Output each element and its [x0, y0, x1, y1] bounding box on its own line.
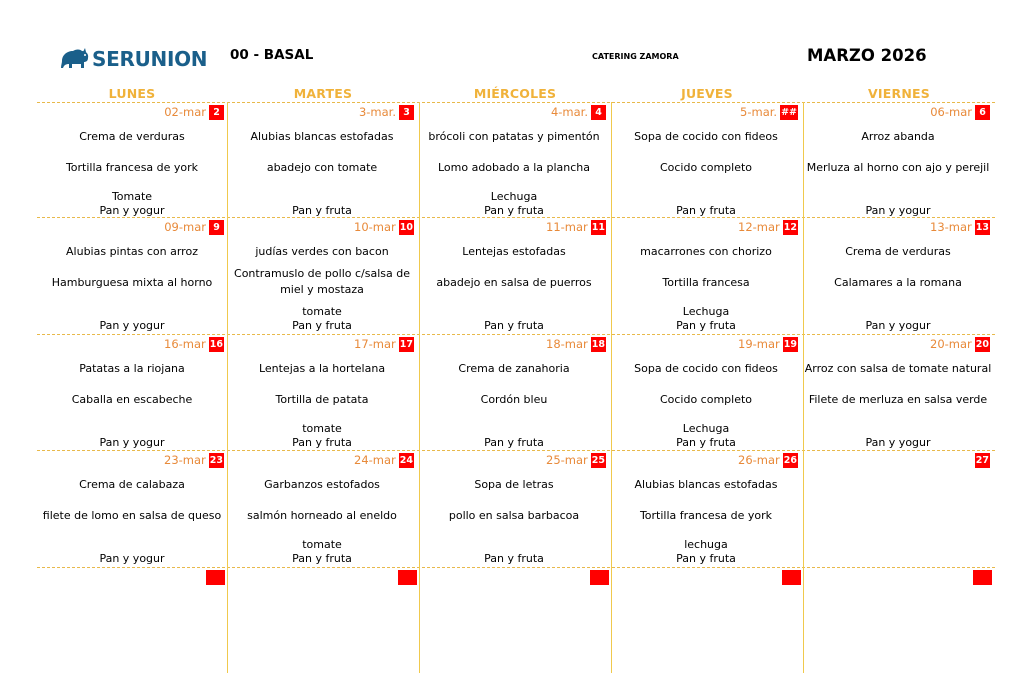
menu-day-cell	[611, 335, 801, 449]
day-number-badge: 9	[209, 220, 224, 235]
menu-day-cell	[227, 103, 417, 217]
first-course: judías verdes con bacon	[255, 245, 389, 258]
menu-day-cell	[227, 218, 417, 332]
date-label: 25-mar	[546, 453, 588, 467]
empty-date-marker	[206, 570, 225, 585]
second-course: Tortilla francesa de york	[65, 161, 199, 174]
side-dish: lechuga	[684, 538, 728, 551]
day-number-badge: 23	[209, 454, 223, 466]
menu-day-cell	[419, 335, 609, 449]
month-title: MARZO 2026	[807, 46, 927, 65]
second-course: Tortilla francesa	[662, 276, 750, 289]
second-course: Hamburguesa mixta al horno	[51, 276, 213, 289]
menu-day-cell	[419, 103, 609, 217]
date-row	[738, 220, 798, 234]
second-course: Tortilla francesa de york	[639, 509, 773, 522]
second-course: Lomo adobado a la plancha	[437, 161, 591, 174]
first-course: Alubias pintas con arroz	[66, 245, 198, 258]
menu-day-cell	[37, 218, 227, 332]
date-row	[740, 105, 798, 119]
serunion-logo	[60, 44, 207, 74]
day-header-miercoles: MIÉRCOLES	[473, 86, 557, 101]
side-dish: Lechuga	[490, 190, 538, 203]
dessert: Pan y fruta	[292, 436, 352, 449]
dessert: Pan y fruta	[484, 319, 544, 332]
first-course: Crema de calabaza	[79, 478, 185, 491]
catering-name: CATERING ZAMORA	[592, 52, 679, 61]
day-number-badge: 3	[399, 105, 414, 120]
date-row	[738, 337, 798, 351]
dessert: Pan y fruta	[484, 204, 544, 217]
menu-day-cell	[803, 103, 993, 217]
empty-date-marker	[398, 570, 417, 585]
day-number-badge: 2	[209, 105, 224, 120]
day-number-badge: 13	[975, 221, 989, 233]
date-label: 5-mar.	[740, 105, 778, 119]
second-course: Filete de merluza en salsa verde	[808, 393, 988, 406]
dessert: Pan y yogur	[99, 204, 165, 217]
date-row	[930, 337, 990, 351]
first-course: Crema de zanahoria	[458, 362, 570, 375]
day-number-badge: 20	[975, 338, 989, 350]
second-course: Merluza al horno con ajo y perejil	[806, 161, 990, 174]
date-label: 3-mar.	[358, 105, 396, 119]
row-divider	[37, 567, 995, 568]
date-label: 10-mar	[354, 220, 396, 234]
menu-calendar	[37, 86, 995, 673]
date-row	[930, 105, 990, 119]
second-course: Calamares a la romana	[834, 276, 962, 289]
dessert: Pan y yogur	[865, 319, 931, 332]
dessert: Pan y fruta	[484, 436, 544, 449]
date-label: 16-mar	[164, 337, 206, 351]
second-course: abadejo en salsa de puerros	[436, 276, 592, 289]
date-row	[930, 220, 990, 234]
dessert: Pan y fruta	[292, 204, 352, 217]
date-row	[546, 337, 606, 351]
first-course: Alubias blancas estofadas	[250, 130, 394, 143]
day-number-badge: 6	[975, 105, 990, 120]
date-label: 17-mar	[354, 337, 396, 351]
second-course: filete de lomo en salsa de queso	[42, 509, 222, 522]
date-label: 11-mar	[546, 220, 588, 234]
second-course: pollo en salsa barbacoa	[448, 509, 580, 522]
side-dish: tomate	[302, 305, 342, 318]
first-course: Alubias blancas estofadas	[634, 478, 778, 491]
first-course: Sopa de cocido con fideos	[634, 130, 778, 143]
dessert: Pan y fruta	[676, 204, 736, 217]
day-number-badge: 27	[975, 454, 989, 466]
date-row	[354, 453, 414, 467]
date-row	[354, 337, 414, 351]
day-number-badge: 11	[591, 221, 605, 233]
second-course: Cordón bleu	[480, 393, 548, 406]
dessert: Pan y fruta	[292, 319, 352, 332]
dessert: Pan y fruta	[676, 319, 736, 332]
menu-day-cell	[419, 451, 609, 565]
menu-day-cell	[611, 218, 801, 332]
day-number-badge: 24	[399, 454, 413, 466]
first-course: Sopa de cocido con fideos	[634, 362, 778, 375]
first-course: Lentejas estofadas	[462, 245, 566, 258]
first-course: Lentejas a la hortelana	[258, 362, 386, 375]
first-course: Patatas a la riojana	[79, 362, 185, 375]
first-course: Arroz abanda	[861, 130, 935, 143]
second-course: Caballa en escabeche	[71, 393, 193, 406]
empty-date-marker	[973, 570, 992, 585]
date-label: 06-mar	[930, 105, 972, 119]
dessert: Pan y fruta	[484, 552, 544, 565]
date-label: 13-mar	[930, 220, 972, 234]
side-dish: tomate	[302, 422, 342, 435]
logo-text: SERUNION	[92, 47, 208, 71]
date-label: 12-mar	[738, 220, 780, 234]
first-course: Sopa de letras	[474, 478, 554, 491]
menu-day-cell	[227, 335, 417, 449]
dessert: Pan y yogur	[99, 436, 165, 449]
first-course: macarrones con chorizo	[640, 245, 772, 258]
dessert: Pan y fruta	[292, 552, 352, 565]
day-number-badge: 19	[783, 338, 797, 350]
day-number-badge: 25	[591, 454, 605, 466]
menu-day-cell	[37, 451, 227, 565]
side-dish: Lechuga	[682, 305, 730, 318]
date-row	[738, 453, 798, 467]
second-course: Cocido completo	[659, 393, 753, 406]
date-label: 19-mar	[738, 337, 780, 351]
date-row	[164, 337, 224, 351]
day-header-lunes: LUNES	[108, 86, 156, 101]
side-dish: Lechuga	[682, 422, 730, 435]
date-label: 18-mar	[546, 337, 588, 351]
empty-date-marker	[782, 570, 801, 585]
side-dish: tomate	[302, 538, 342, 551]
menu-day-cell	[37, 103, 227, 217]
date-row	[546, 453, 606, 467]
day-number-badge: 10	[399, 221, 413, 233]
dessert: Pan y yogur	[865, 204, 931, 217]
menu-day-cell	[611, 451, 801, 565]
date-label: 24-mar	[354, 453, 396, 467]
empty-date-marker	[590, 570, 609, 585]
day-header-viernes: VIERNES	[868, 86, 930, 101]
day-number-badge: 12	[783, 221, 797, 233]
second-course: Tortilla de patata	[275, 393, 369, 406]
date-row	[164, 453, 224, 467]
first-course: Arroz con salsa de tomate natural	[804, 362, 992, 375]
second-course: salmón horneado al eneldo	[247, 509, 397, 522]
second-course: Cocido completo	[659, 161, 753, 174]
second-course: Contramuslo de pollo c/salsa de miel y mostaza	[234, 267, 410, 296]
date-label: 09-mar	[164, 220, 206, 234]
date-row	[354, 220, 414, 234]
menu-day-cell	[803, 218, 993, 332]
menu-day-cell	[803, 335, 993, 449]
first-course: Crema de verduras	[845, 245, 951, 258]
date-label: 4-mar.	[550, 105, 588, 119]
bison-icon	[60, 47, 90, 71]
day-header-martes: MARTES	[293, 86, 353, 101]
day-number-badge: ##	[781, 106, 797, 118]
date-label: 02-mar	[164, 105, 206, 119]
date-label: 20-mar	[930, 337, 972, 351]
date-row	[359, 105, 414, 119]
day-number-badge: 18	[591, 338, 605, 350]
first-course: brócoli con patatas y pimentón	[428, 130, 600, 143]
menu-day-cell	[37, 335, 227, 449]
date-row	[551, 105, 606, 119]
day-number-badge: 16	[209, 338, 223, 350]
first-course: Crema de verduras	[79, 130, 185, 143]
dessert: Pan y yogur	[99, 319, 165, 332]
day-header-jueves: JUEVES	[681, 86, 733, 101]
date-label: 26-mar	[738, 453, 780, 467]
dessert: Pan y fruta	[676, 436, 736, 449]
first-course: Garbanzos estofados	[264, 478, 380, 491]
date-row	[164, 220, 224, 234]
day-number-badge: 26	[783, 454, 797, 466]
side-dish: Tomate	[111, 190, 153, 203]
menu-day-cell	[611, 103, 801, 217]
menu-day-cell	[227, 451, 417, 565]
date-row	[546, 220, 606, 234]
dessert: Pan y fruta	[676, 552, 736, 565]
date-row	[972, 453, 990, 467]
dessert: Pan y yogur	[865, 436, 931, 449]
second-course: abadejo con tomate	[266, 161, 378, 174]
menu-day-cell	[803, 451, 993, 565]
menu-day-cell	[419, 218, 609, 332]
dessert: Pan y yogur	[99, 552, 165, 565]
date-label: 23-mar	[164, 453, 206, 467]
menu-code: 00 - BASAL	[230, 47, 314, 63]
day-number-badge: 4	[591, 105, 606, 120]
date-row	[164, 105, 224, 119]
day-number-badge: 17	[399, 338, 413, 350]
